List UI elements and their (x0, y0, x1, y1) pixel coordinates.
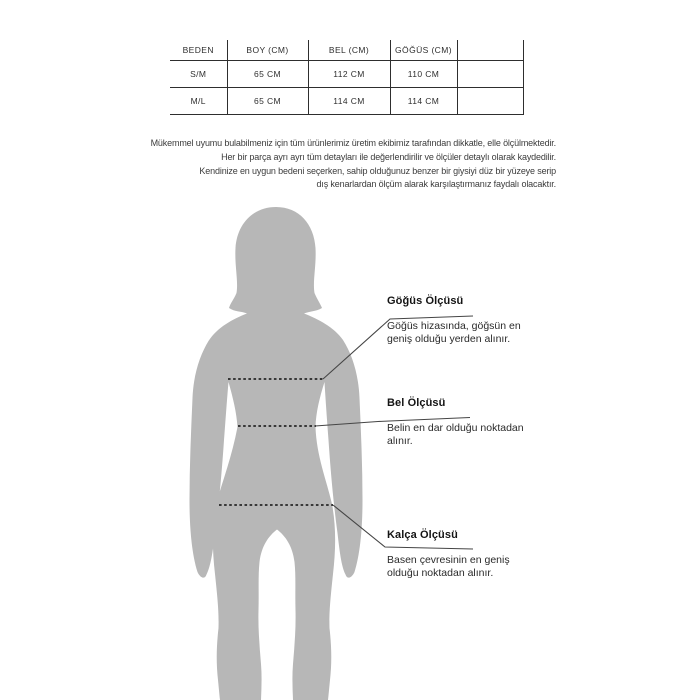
instructions-line: Mükemmel uyumu bulabilmeniz için tüm ürünlerimiz üretim ekibimiz tarafından dikkatle, elle ölçülmektedir. (150, 138, 556, 148)
chest-measure-label (387, 295, 545, 346)
chest-measure-description: Göğüs hizasında, göğsün en geniş olduğu yerden alınır. (387, 320, 521, 345)
header-cell-gogus: GÖĞÜS (CM) (390, 40, 457, 61)
header-cell-boy: BOY (CM) (227, 40, 308, 61)
size-cell: S/M (170, 61, 227, 88)
size-cell: 65 CM (227, 88, 308, 115)
instructions-line: Her bir parça ayrı ayrı tüm detayları ile değerlendirilir ve ölçüler detaylı olarak kaydedilir. (221, 151, 556, 162)
header-cell-beden: BEDEN (170, 40, 227, 61)
instructions-line: Kendinize en uygun bedeni seçerken, sahip olduğunuz benzer bir giysiyi düz bir yüzeye serip (199, 165, 556, 176)
hip-measure-label (387, 529, 545, 580)
hip-measure-title: Kalça Ölçüsü (387, 529, 458, 541)
hip-measure-description: Basen çevresinin en geniş olduğu noktadan alınır. (387, 554, 510, 579)
header-cell-bel: BEL (CM) (308, 40, 390, 61)
waist-measure-description: Belin en dar olduğu noktadan alınır. (387, 422, 524, 447)
waist-measure-label (387, 397, 545, 448)
waist-measure-title: Bel Ölçüsü (387, 397, 446, 409)
size-cell: M/L (170, 88, 227, 115)
size-cell: 114 CM (308, 88, 390, 115)
size-cell: 65 CM (227, 61, 308, 88)
size-cell: 110 CM (390, 61, 457, 88)
chest-measure-title: Göğüs Ölçüsü (387, 295, 464, 307)
instructions-line: dış kenarlardan ölçüm alarak karşılaştırmanız faydalı olacaktır. (316, 179, 556, 190)
size-cell: 114 CM (390, 88, 457, 115)
size-cell: 112 CM (308, 61, 390, 88)
female-body-silhouette (190, 207, 363, 700)
